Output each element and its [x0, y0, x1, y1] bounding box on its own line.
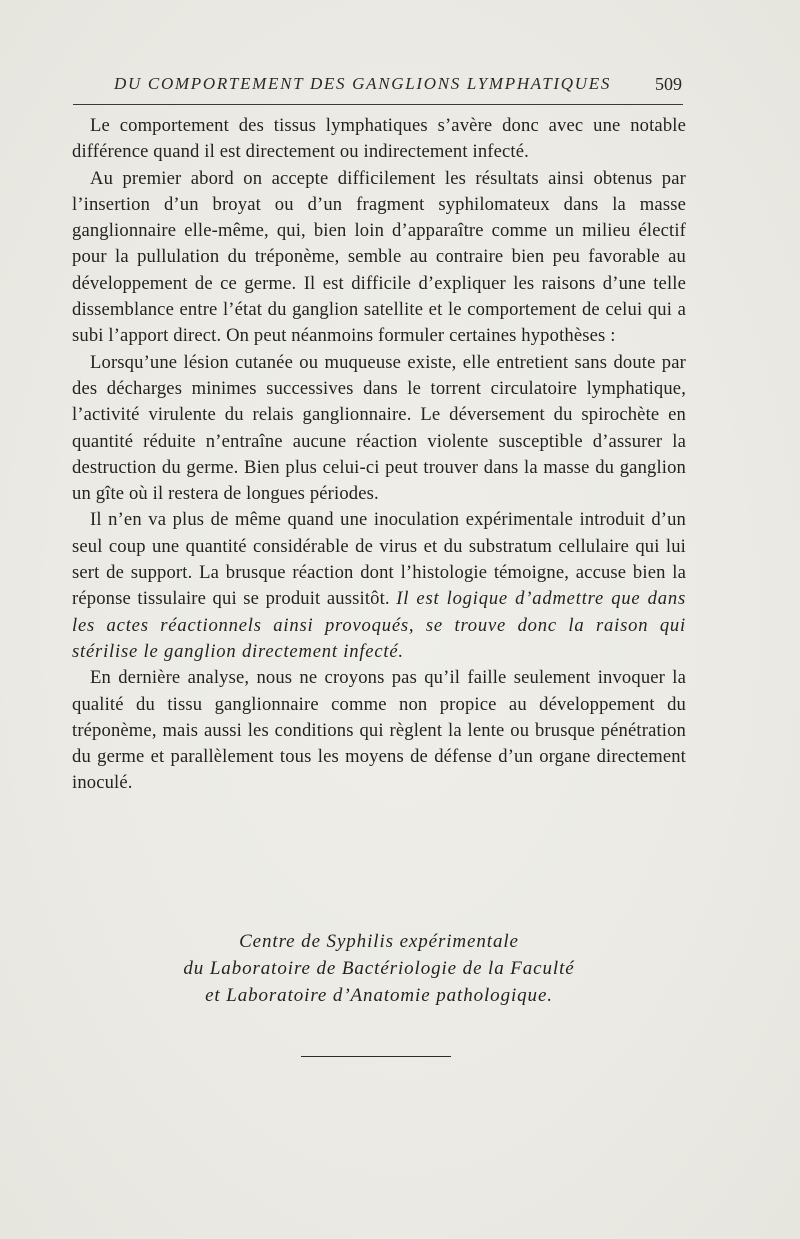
- paragraph-3: [72, 350, 686, 508]
- paragraph-3-text: Lorsqu’une lésion cutanée ou muqueuse existe, elle entretient sans doute par des décharges minimes successives dans le torrent circulatoire lymphatique, l’activité virulente du relais ganglionnaire. Le déversement du spirochète en quantité réduite n’entraîne aucune réaction violente susceptible d’assurer la destruction du germe. Bien plus celui-ci peut trouver dans la masse du ganglion un gîte où il restera de longues périodes.: [72, 351, 686, 505]
- signature-line-3: et Laboratoire d’Anatomie pathologique.: [205, 985, 553, 1006]
- paragraph-5-text: En dernière analyse, nous ne croyons pas qu’il faille seulement invoquer la qualité du tissu ganglionnaire comme non propice au développement du tréponème, mais aussi les conditions qui règlent la lente ou brusque pénétration du germe et parallèlement tous les moyens de défense d’un organe directement inoculé.: [72, 667, 686, 794]
- page-number: 509: [655, 74, 682, 94]
- paragraph-1: [72, 113, 686, 166]
- running-head: [72, 74, 684, 104]
- running-title: DU COMPORTEMENT DES GANGLIONS LYMPHATIQUES: [114, 74, 612, 93]
- paragraph-2-text: Au premier abord on accepte difficilement les résultats ainsi obtenus par l’insertion d’un broyat ou d’un fragment syphilomateux dans la masse ganglionnaire elle-même, qui, bien loin d’apparaître comme un milieu électif pour la pullulation du tréponème, semble au contraire bien peu favorable au développement de ce germe. Il est difficile d’expliquer les raisons d’une telle dissemblance entre l’état du ganglion satellite et le comportement de celui qui a subi l’apport direct. On peut néanmoins formuler certaines hypothèses :: [72, 167, 686, 347]
- end-rule: [301, 1056, 451, 1057]
- signature-line-1: Centre de Syphilis expérimentale: [239, 931, 519, 952]
- paragraph-4-text: Il n’en va plus de même quand une inoculation expérimentale introduit d’un seul coup une quantité considérable de virus et du substratum cellulaire qui lui sert de support. La brusque réaction dont l’histologie témoigne, accuse bien la réponse tissulaire qui se produit aussitôt.: [72, 509, 686, 610]
- header-rule: [73, 104, 683, 105]
- signature-block: [72, 928, 686, 1009]
- paragraph-1-text: Le comportement des tissus lymphatiques s’avère donc avec une notable différence quand il est directement ou indirectement infecté.: [72, 115, 686, 163]
- signature-line-2: du Laboratoire de Bactériologie de la Faculté: [183, 958, 575, 979]
- paragraph-4: [72, 507, 686, 665]
- body-text: [72, 113, 686, 797]
- paragraph-4-italic: Il est logique d’admettre que dans les actes réactionnels ainsi provoqués, se trouve donc la raison qui stérilise le ganglion directement infecté.: [72, 588, 686, 662]
- paragraph-2: [72, 166, 686, 350]
- paragraph-5: [72, 665, 686, 796]
